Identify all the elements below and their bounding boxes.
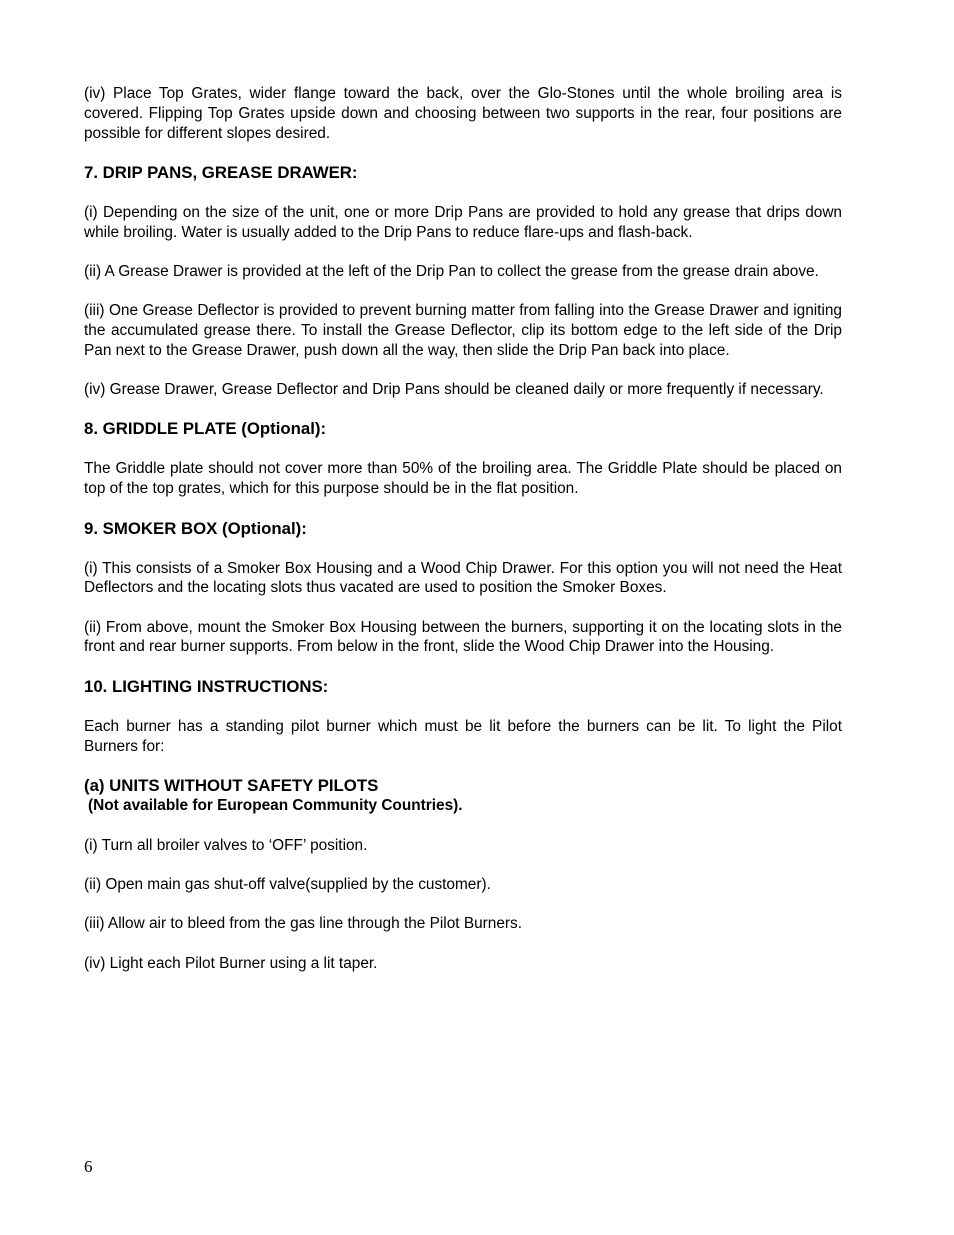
subsection-note: (Not available for European Community Countries). [88,796,463,814]
step-item: (iv) Light each Pilot Burner using a lit taper. [84,954,378,972]
page-number: 6 [84,1157,93,1176]
paragraph: (i) Depending on the size of the unit, one or more Drip Pans are provided to hold any grease that drips down while broiling. Water is usually added to the Drip Pans to reduce flare-ups and flash-back. [84,203,842,241]
paragraph: (ii) A Grease Drawer is provided at the left of the Drip Pan to collect the grease from the grease drain above. [84,262,819,280]
section-heading: 7. DRIP PANS, GREASE DRAWER: [84,162,358,182]
section-heading: 10. LIGHTING INSTRUCTIONS: [84,676,329,696]
step-item: (ii) Open main gas shut-off valve(supplied by the customer). [84,876,491,894]
step-item: (iii) Allow air to bleed from the gas line through the Pilot Burners. [84,915,522,933]
document-page [84,84,842,993]
paragraph: (iv) Grease Drawer, Grease Deflector and Drip Pans should be cleaned daily or more frequently if necessary. [84,381,824,399]
paragraph: The Griddle plate should not cover more than 50% of the broiling area. The Griddle Plate should be placed on top of the top grates, which for this purpose should be in the flat position. [84,460,842,498]
paragraph: Each burner has a standing pilot burner which must be lit before the burners can be lit. To light the Pilot Burners for: [84,717,842,755]
paragraph: (iii) One Grease Deflector is provided to prevent burning matter from falling into the Grease Drawer and igniting the accumulated grease there. To install the Grease Deflector, clip its bottom edge to the left side of the Drip Pan next to the Grease Drawer, push down all the way, then slide the Drip Pan back into place. [84,302,842,359]
section-heading: 9. SMOKER BOX (Optional): [84,518,307,538]
section-griddle-plate [84,419,842,499]
section-drip-pans [84,163,842,400]
subsection-heading: (a) UNITS WITHOUT SAFETY PILOTS [84,775,379,795]
paragraph-top-grates: (iv) Place Top Grates, wider flange toward the back, over the Glo-Stones until the whole broiling area is covered. Flipping Top Grates upside down and choosing between two supports in the rear, four positions are possible for different slopes desired. [84,85,842,142]
section-smoker-box [84,519,842,658]
paragraph: (i) This consists of a Smoker Box Housing and a Wood Chip Drawer. For this option you will not need the Heat Deflectors and the locating slots thus vacated are used to position the Smoker Boxes. [84,559,842,597]
paragraph: (ii) From above, mount the Smoker Box Housing between the burners, supporting it on the locating slots in the front and rear burner supports. From below in the front, slide the Wood Chip Drawer into the Housing. [84,618,842,656]
step-item: (i) Turn all broiler valves to ‘OFF’ position. [84,836,368,854]
section-heading: 8. GRIDDLE PLATE (Optional): [84,419,327,439]
section-lighting-instructions [84,677,842,974]
